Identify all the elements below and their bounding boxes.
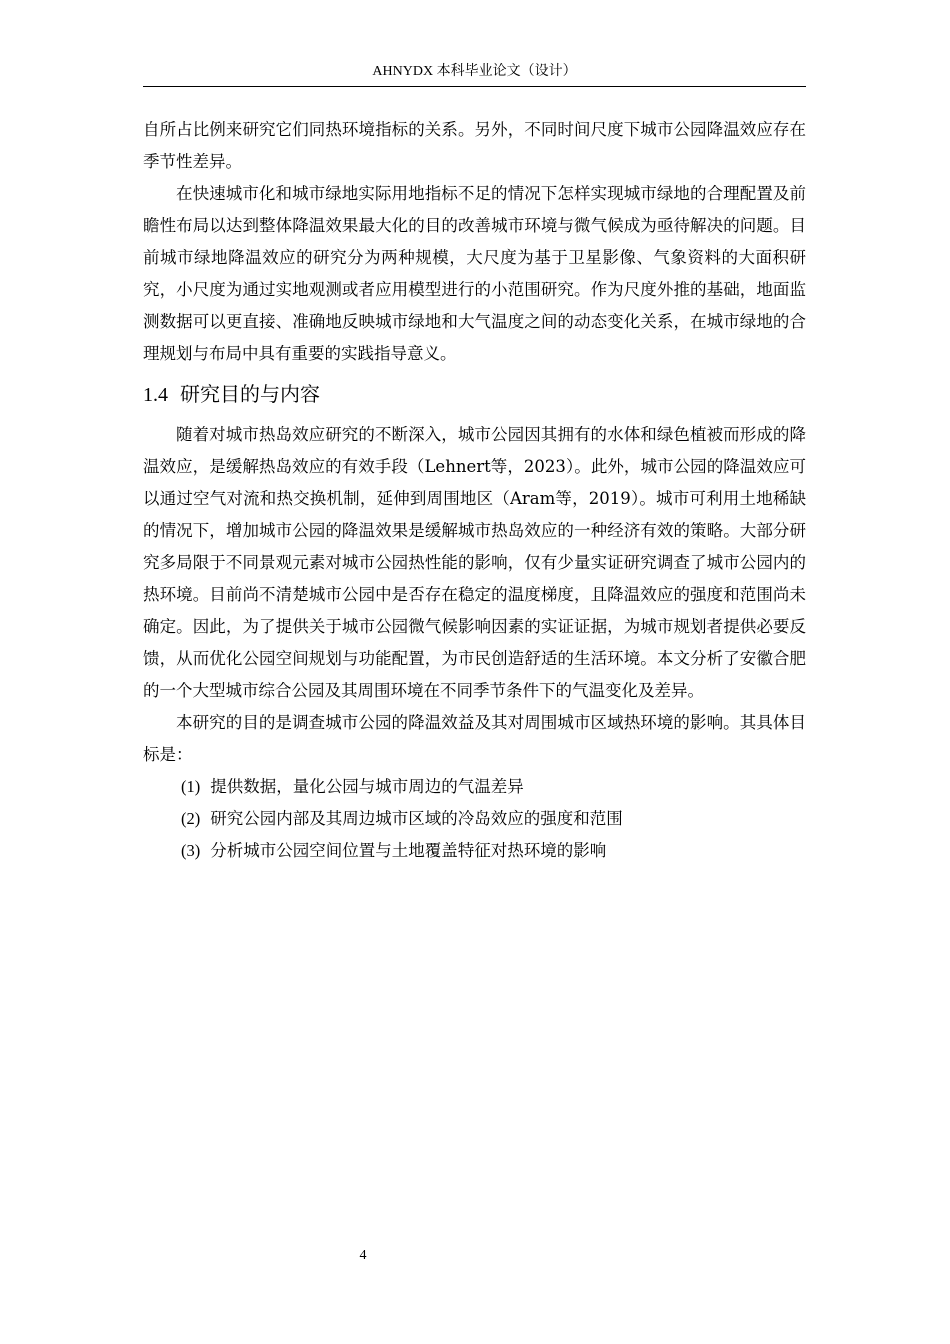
page-number: 4 xyxy=(359,1248,367,1263)
objective-item-3 xyxy=(143,835,806,867)
objective-text: 分析城市公园空间位置与土地覆盖特征对热环境的影响 xyxy=(210,841,607,860)
paragraph-continuation: 自所占比例来研究它们同热环境指标的关系。另外，不同时间尺度下城市公园降温效应存在季节性差异。 xyxy=(143,120,806,171)
objective-item-1 xyxy=(143,771,806,803)
section-heading xyxy=(143,376,806,413)
document-body xyxy=(143,114,806,867)
objective-marker: (2) xyxy=(181,809,201,828)
section-number: 1.4 xyxy=(143,384,168,406)
page-header: AHNYDX 本科毕业论文（设计） xyxy=(372,64,577,79)
objective-item-2 xyxy=(143,803,806,835)
paragraph-research-aim: 本研究的目的是调查城市公园的降温效益及其对周围城市区域热环境的影响。其具体目标是： xyxy=(143,713,806,764)
header-divider xyxy=(143,86,806,87)
section-title: 研究目的与内容 xyxy=(180,382,320,406)
objective-marker: (1) xyxy=(181,777,201,796)
objective-marker: (3) xyxy=(181,841,201,860)
objective-text: 研究公园内部及其周边城市区域的冷岛效应的强度和范围 xyxy=(210,809,623,828)
paragraph-green-space-cooling: 在快速城市化和城市绿地实际用地指标不足的情况下怎样实现城市绿地的合理配置及前瞻性布局以达到整体降温效果最大化的目的改善城市环境与微气候成为亟待解决的问题。目前城市绿地降温效应的研究分为两种规模，大尺度为基于卫星影像、气象资料的大面积研究，小尺度为通过实地观测或者应用模型进行的小范围研究。作为尺度外推的基础，地面监测数据可以更直接、准确地反映城市绿地和大气温度之间的动态变化关系，在城市绿地的合理规划与布局中具有重要的实践指导意义。 xyxy=(143,184,806,363)
paragraph-research-background: 随着对城市热岛效应研究的不断深入，城市公园因其拥有的水体和绿色植被而形成的降温效应，是缓解热岛效应的有效手段（Lehnert等，2023）。此外，城市公园的降温效应可以通过空气对流和热交换机制，延伸到周围地区（Aram等，2019）。城市可利用土地稀缺的情况下，增加城市公园的降温效果是缓解城市热岛效应的一种经济有效的策略。大部分研究多局限于不同景观元素对城市公园热性能的影响，仅有少量实证研究调查了城市公园内的热环境。目前尚不清楚城市公园中是否存在稳定的温度梯度，且降温效应的强度和范围尚未确定。因此，为了提供关于城市公园微气候影响因素的实证证据，为城市规划者提供必要反馈，从而优化公园空间规划与功能配置，为市民创造舒适的生活环境。本文分析了安徽合肥的一个大型城市综合公园及其周围环境在不同季节条件下的气温变化及差异。 xyxy=(143,425,806,700)
objective-text: 提供数据，量化公园与城市周边的气温差异 xyxy=(210,777,524,796)
